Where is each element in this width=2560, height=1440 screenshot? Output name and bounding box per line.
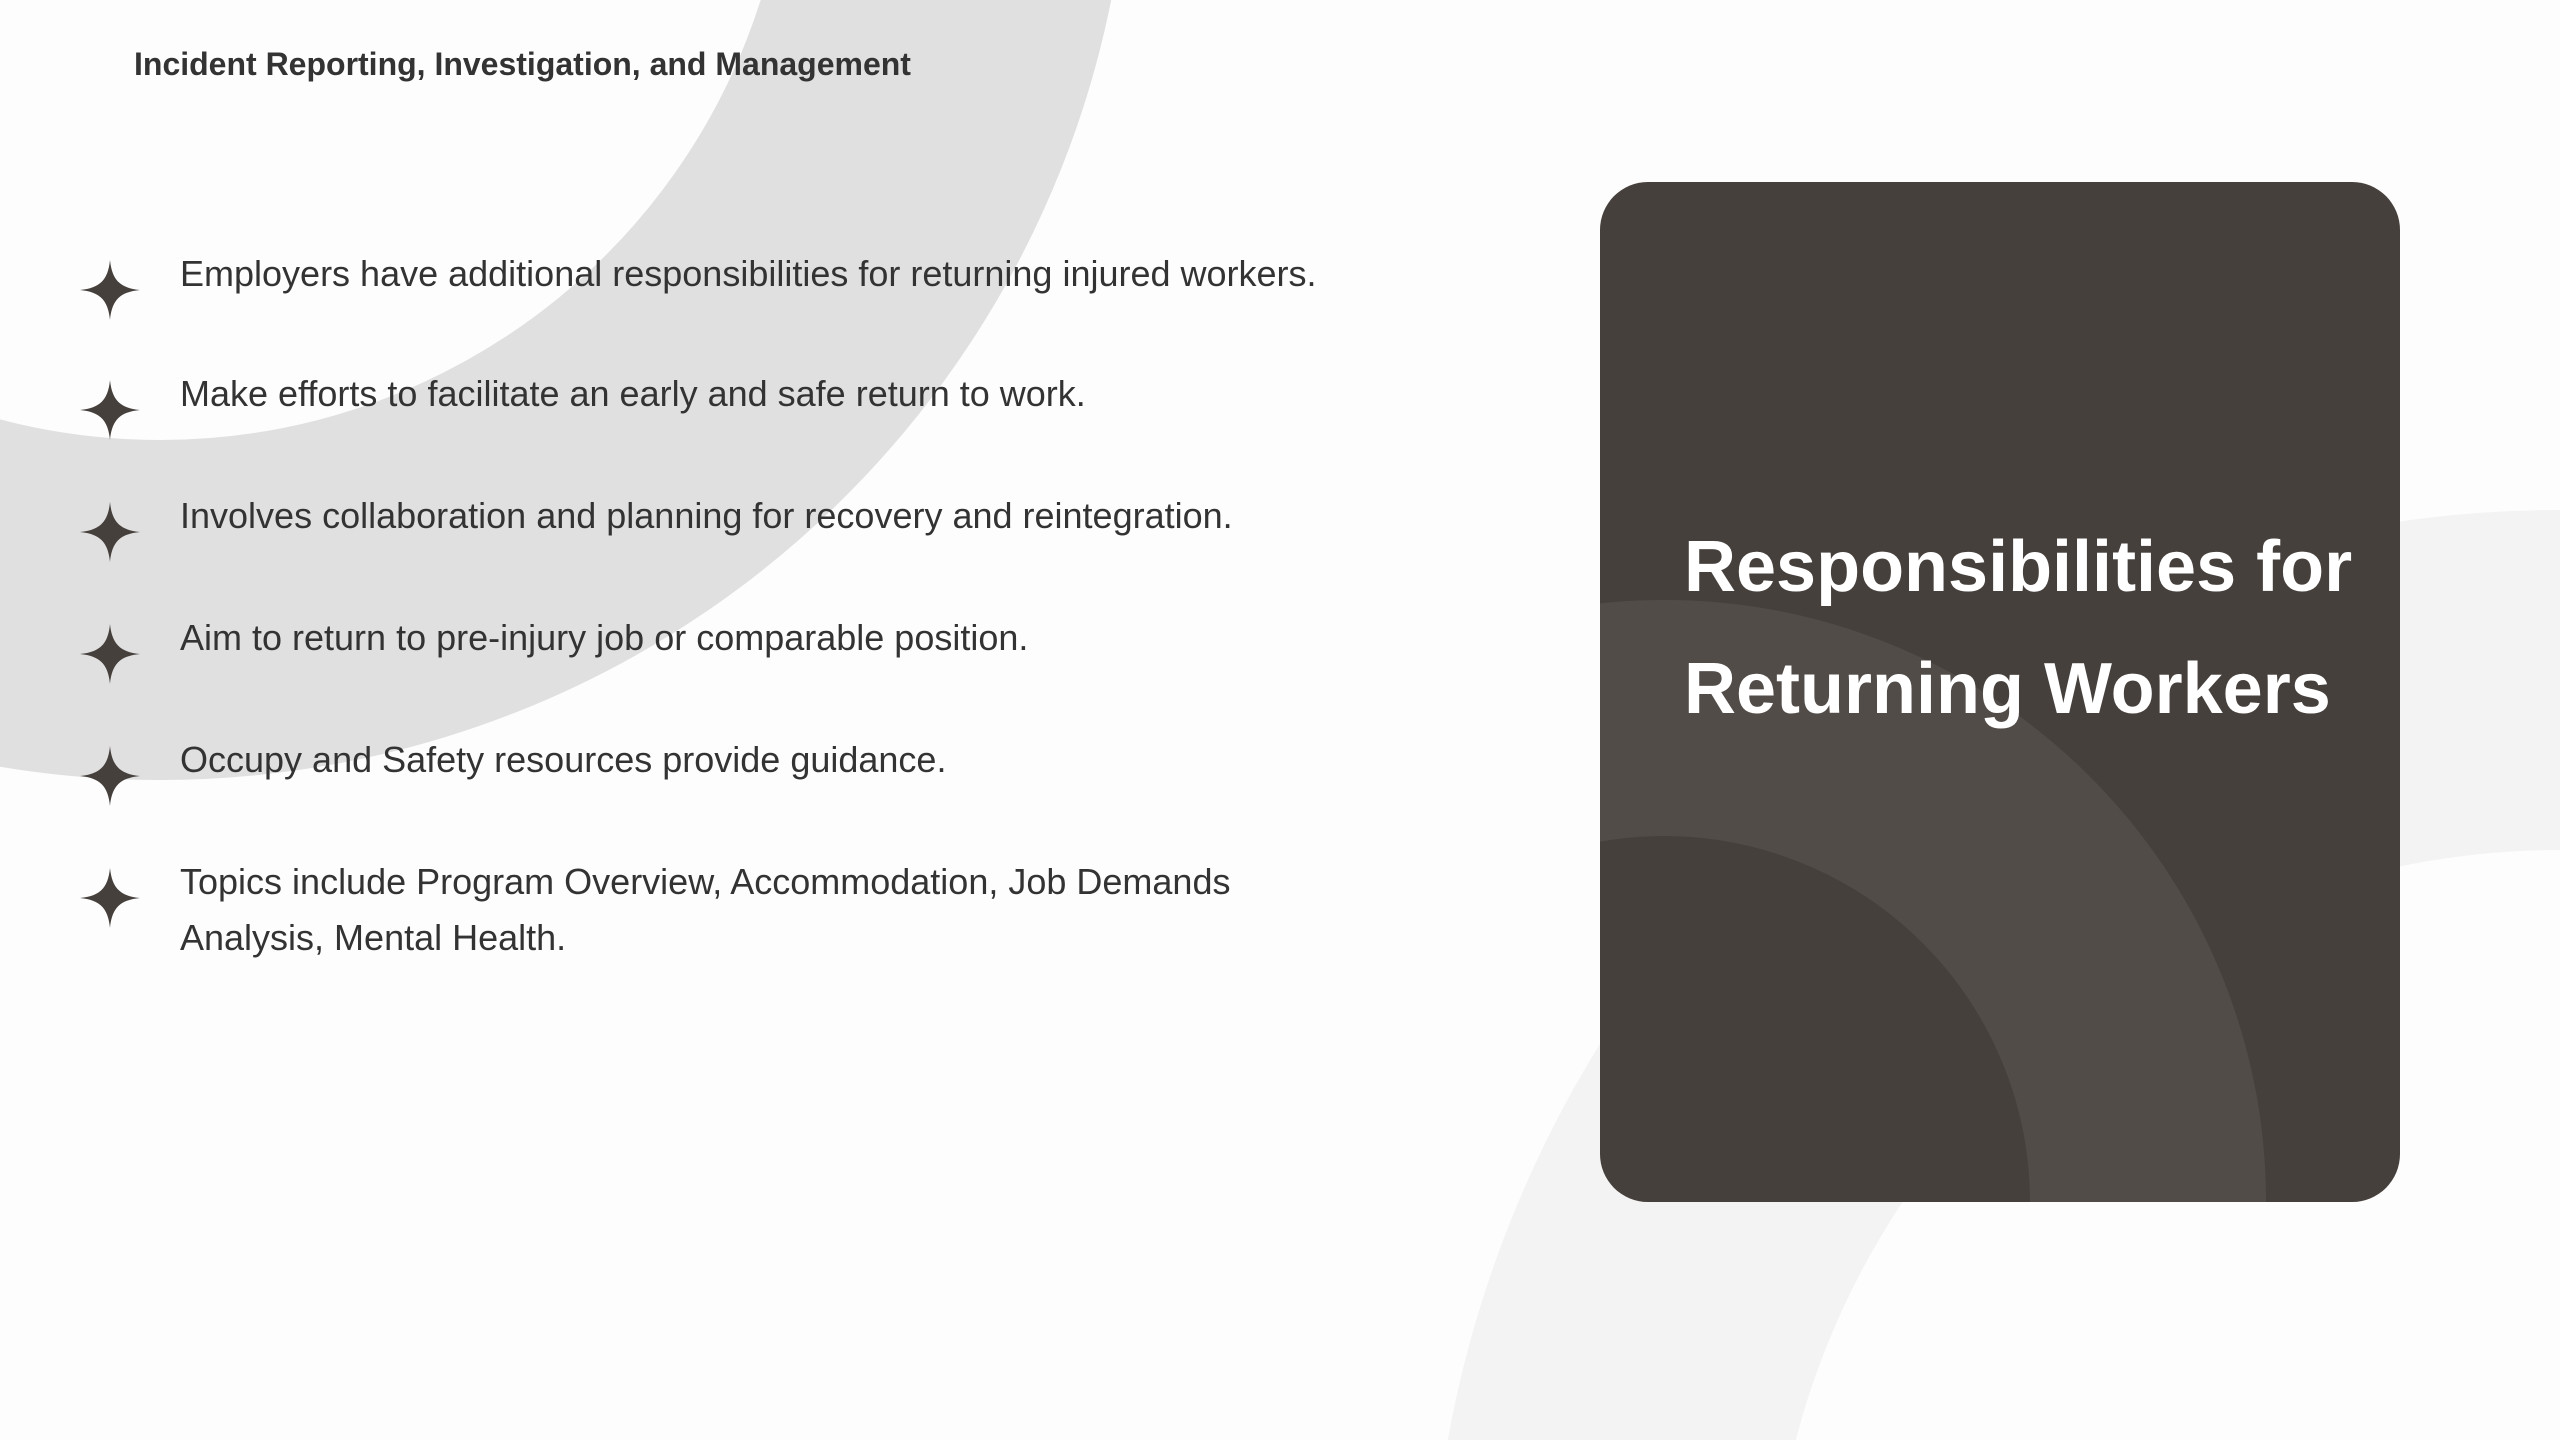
bullet-text: Employers have additional responsibilities for returning injured workers. [180, 253, 1317, 294]
four-point-star-icon [78, 258, 142, 322]
four-point-star-icon [78, 744, 142, 808]
bullet-text: Make efforts to facilitate an early and safe return to work. [180, 373, 1086, 414]
bullet-text: Involves collaboration and planning for recovery and reintegration. [180, 495, 1233, 536]
four-point-star-icon [78, 866, 142, 930]
title-card [1600, 182, 2400, 1202]
slide-header: Incident Reporting, Investigation, and Management [134, 46, 911, 82]
four-point-star-icon [78, 622, 142, 686]
bullet-text: Occupy and Safety resources provide guidance. [180, 739, 947, 780]
four-point-star-icon [78, 500, 142, 564]
card-title: Responsibilities for Returning Workers [1684, 527, 2353, 729]
bullet-text: Aim to return to pre-injury job or comparable position. [180, 617, 1029, 658]
four-point-star-icon [78, 378, 142, 442]
bullet-text: Topics include Program Overview, Accommodation, Job Demands Analysis, Mental Health. [180, 861, 1231, 958]
card-arc [1600, 718, 2148, 1202]
